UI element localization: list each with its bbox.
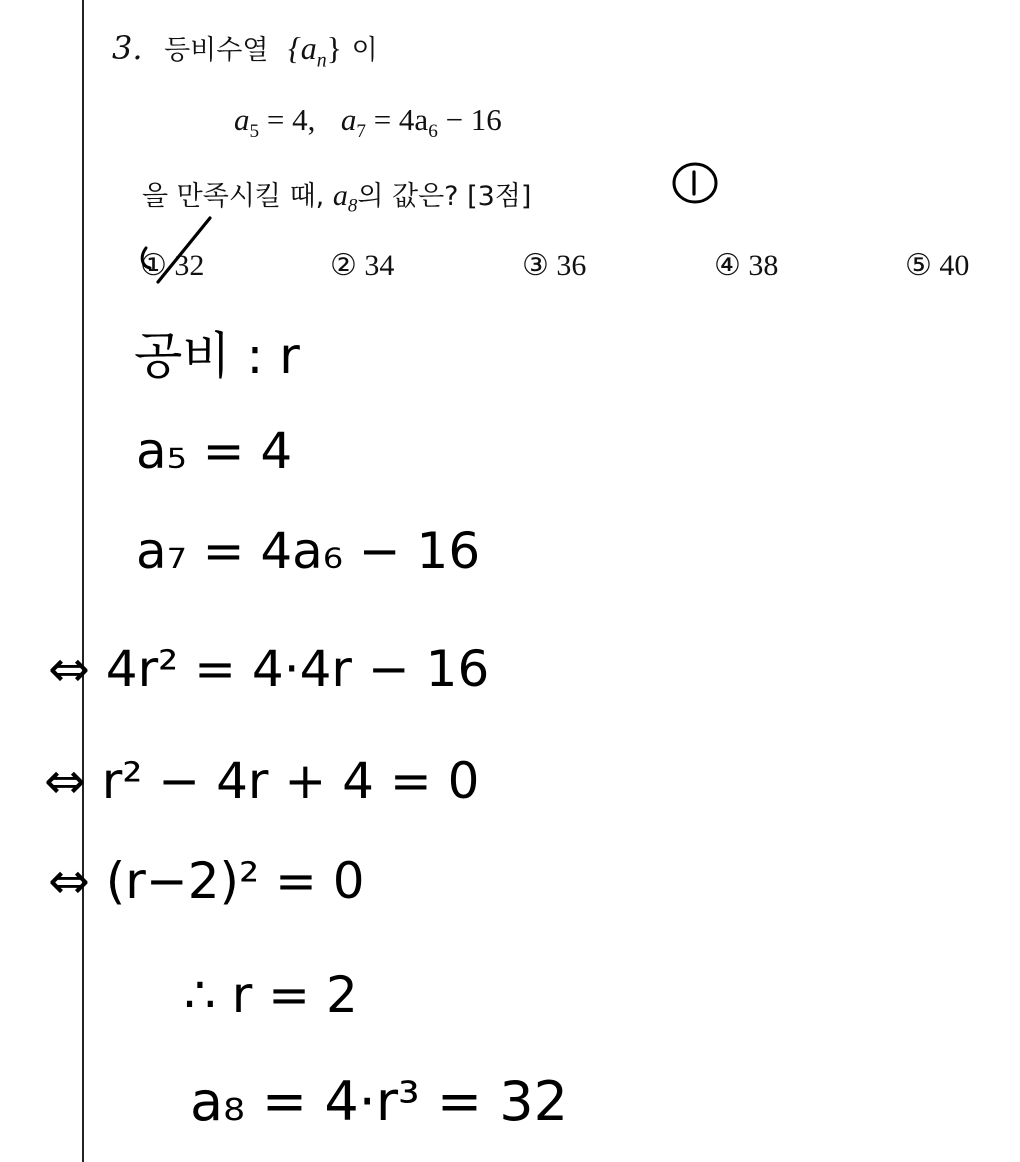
hw-line-a5: a₅ = 4 <box>136 422 293 480</box>
condition-equations: $a_5 = 4$, $a_7 = 4a_6 - 16$ <box>234 102 502 143</box>
choice-5[interactable]: ⑤ 40 <box>905 249 970 282</box>
hw-ratio-definition: 공비 : r <box>134 327 300 385</box>
hw-step-3: ⇔ (r−2)² = 0 <box>48 852 365 910</box>
hw-step-1: ⇔ 4r² = 4·4r − 16 <box>48 640 490 698</box>
choice-2[interactable]: ② 34 <box>330 249 395 282</box>
check-mark <box>158 218 210 282</box>
hw-final-answer: a₈ = 4·r³ = 32 <box>190 1070 568 1133</box>
check-hook <box>142 248 150 268</box>
question-text: 을 만족시킬 때, $a_8$의 값은? [3점] <box>142 179 532 217</box>
choice-3[interactable]: ③ 36 <box>522 249 587 282</box>
hw-step-2: ⇔ r² − 4r + 4 = 0 <box>44 752 480 810</box>
hw-line-a7: a₇ = 4a₆ − 16 <box>136 522 481 580</box>
hw-conclusion: ∴ r = 2 <box>184 966 358 1024</box>
sequence-notation: $\{a_n\}$ <box>287 30 343 72</box>
intro-suffix: 이 <box>351 35 378 66</box>
choice-4[interactable]: ④ 38 <box>714 249 779 282</box>
problem-number: 3. <box>112 29 143 67</box>
choice-1[interactable]: ① 32 <box>140 249 205 282</box>
intro-text: 등비수열 <box>164 35 269 66</box>
